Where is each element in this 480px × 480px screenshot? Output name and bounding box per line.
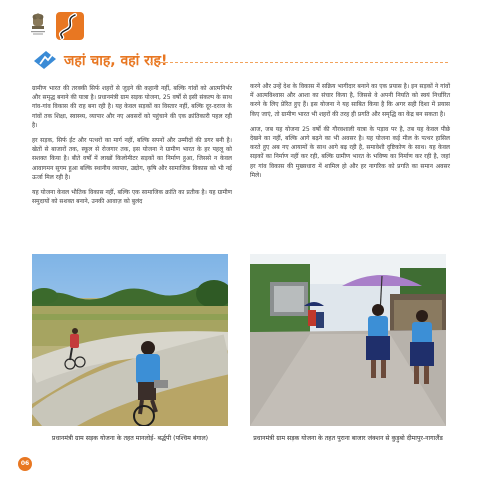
village-road-cyclists-photo (32, 254, 228, 426)
paragraph: आज, जब यह योजना 25 वर्षों की गौरवशाली यात्रा के पड़ाव पर है, तब यह केवल पीछे देखने का नहीं, बल्कि आगे बढ़ने का भी अवसर है। यह योजना कई मील के पत्थर हासिल करते हुए अब नए आयामों के साथ आगे बढ़ रही है, समावेशी दृष्टिकोण के साथ। यह केवल सड़कों का निर्माण नहीं कर रही, बल्कि ग्रामीण भारत के भविष्य का निर्माण कर रही है, जहां हर गांव विकास की मुख्यधारा में शामिल हो और हर नागरिक को प्रगति का समान अवसर मिले। (250, 125, 450, 179)
page-title: जहां चाह, वहां राह! (64, 52, 168, 69)
page-number-badge: 06 (18, 457, 32, 471)
paragraph: करने और उन्हें देश के विकास में सक्रिय भागीदार बनाने का एक प्रयास है। इन सड़कों ने गांवों में आत्मविश्वास और आशा का संचार किया है, जिससे वे अपनी नियति को स्वयं निर्धारित करने के लिए प्रेरित हुए हैं। इस योजना ने यह साबित किया है कि अगर सही दिशा में प्रयास किए जाएं, तो ग्रामीण भारत भी शहरों की तरह ही प्रगति और समृद्धि का केंद्र बन सकता है। (250, 83, 450, 118)
paragraph: यह योजना केवल भौतिक विकास नहीं, बल्कि एक सामाजिक क्रांति का प्रतीक है। यह ग्रामीण समुदायों को सशक्त बनाने, उनकी आवाज़ को बुलंद (32, 189, 232, 206)
left-text-column (32, 84, 232, 212)
pmgsy-road-logo-icon (56, 12, 84, 40)
photo-caption-left: प्रधानमंत्री ग्राम सड़क योजना के तहत मानलोई- बर्द्धपी (पश्चिम बंगाल) (51, 435, 209, 442)
schoolgirls-umbrella-road-photo (250, 254, 446, 426)
road-sign-icon (32, 49, 58, 71)
national-emblem-icon (30, 12, 46, 38)
right-text-column (250, 82, 450, 186)
paragraph: हर सड़क, सिर्फ ईंट और पत्थरों का मार्ग नहीं, बल्कि सपनों और उम्मीदों की डगर बनी है। खेतों से बाजारों तक, स्कूल से रोजगार तक, इस योजना ने ग्रामीण भारत के हर पहलू को सशक्त किया है। बीते वर्षों में लाखों किलोमीटर सड़कों का निर्माण हुआ, जिससे न केवल आवागमन सुगम हुआ बल्कि स्थानीय व्यापार, उद्योग, कृषि और सामाजिक विकास को भी नई ऊर्जा मिल रही है। (32, 137, 232, 181)
section-title-row (32, 49, 167, 71)
photo-caption-right: प्रधानमंत्री ग्राम सड़क योजना के तहत पुराना बाजार जंक्शन से कुड़ुबो दीमापुर-नागालैंड (253, 435, 443, 442)
title-divider (150, 62, 448, 63)
paragraph: ग्रामीण भारत की तरक्की सिर्फ शहरों से जुड़ने की कहानी नहीं, बल्कि गांवों को आत्मनिर्भर और समृद्ध बनाने की यात्रा है। प्रधानमंत्री ग्राम सड़क योजना, 25 वर्षों से इसी संकल्प के साथ गांव-गांव विकास की राह बना रही है। यह केवल सड़कों का विस्तार नहीं, बल्कि दूर-दराज के गांवों तक शिक्षा, स्वास्थ्य, व्यापार और नए अवसरों को पहुंचाने की एक क्रांतिकारी पहल रही है। (32, 85, 232, 129)
